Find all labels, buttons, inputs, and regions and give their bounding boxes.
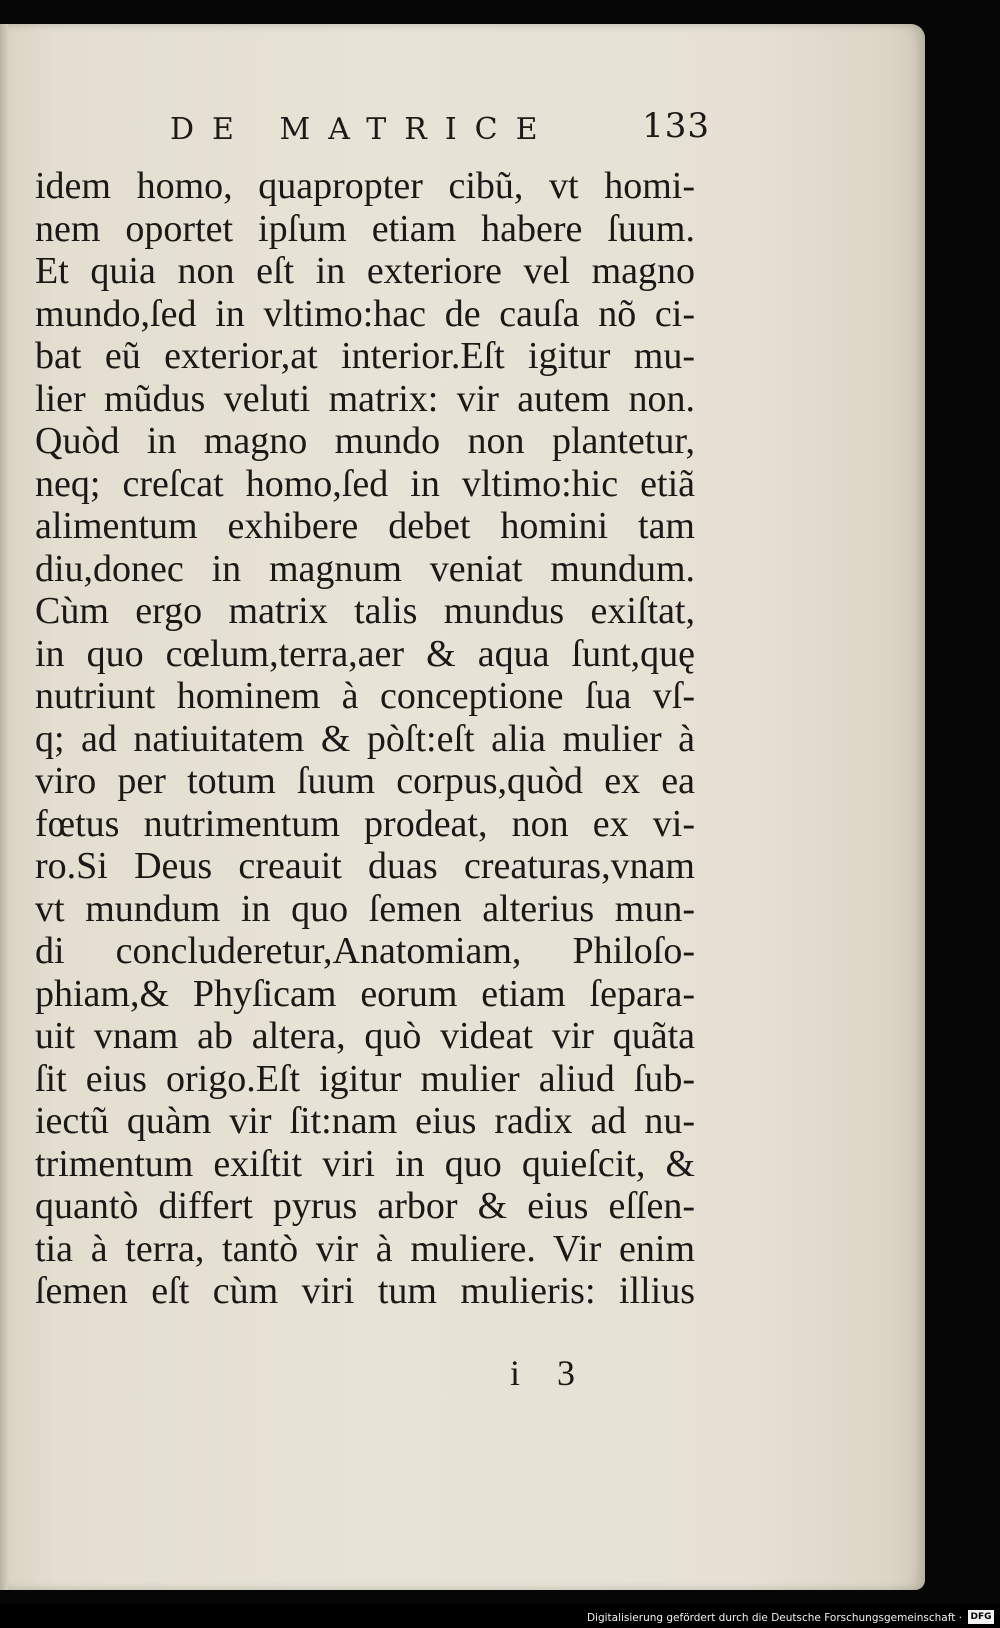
text-line: quantò differt pyrus arbor & eius eſſen- <box>35 1185 695 1227</box>
text-line: lier mũdus veluti matrix: vir autem non. <box>35 377 695 420</box>
body-text <box>35 165 695 1313</box>
folio-number: 133 <box>642 106 710 146</box>
text-line: tia à terra, tantò vir à muliere. Vir enim <box>35 1227 695 1270</box>
text-line: mundo,ſed in vltimo:hac de cauſa nõ ci- <box>35 292 695 335</box>
running-title: DE MATRICE <box>170 112 556 147</box>
text-line: ſemen eſt cùm viri tum mulieris: illius <box>35 1270 695 1312</box>
text-line: Cùm ergo matrix talis mundus exiſtat, <box>35 590 695 632</box>
text-line: ro.Si Deus creauit duas creaturas,vnam <box>35 845 695 887</box>
text-line: idem homo, quapropter cibũ, vt homi- <box>35 165 695 207</box>
text-line: trimentum exiſtit viri in quo quieſcit, & <box>35 1142 695 1185</box>
signature-mark: i 3 <box>510 1353 590 1393</box>
text-line: ſit eius origo.Eſt igitur mulier aliud ſub- <box>35 1057 695 1100</box>
text-line: neq; creſcat homo,ſed in vltimo:hic etiã <box>35 462 695 505</box>
text-line: in quo cœlum,terra,aer & aqua ſunt,quę <box>35 632 695 675</box>
text-line: bat eũ exterior,at interior.Eſt igitur mu- <box>35 335 695 377</box>
page-header <box>170 106 710 156</box>
text-line: phiam,& Phyſicam eorum etiam ſepara- <box>35 972 695 1015</box>
text-line: diu,donec in magnum veniat mundum. <box>35 547 695 590</box>
text-line: fœtus nutrimentum prodeat, non ex vi- <box>35 802 695 845</box>
dfg-logo: DFG <box>968 1610 994 1624</box>
text-line: viro per totum ſuum corpus,quòd ex ea <box>35 760 695 802</box>
digitization-footer <box>0 1604 1000 1628</box>
text-line: vt mundum in quo ſemen alterius mun- <box>35 887 695 930</box>
text-line: Quòd in magno mundo non plantetur, <box>35 420 695 462</box>
funding-credit: Digitalisierung gefördert durch die Deutsche Forschungsgemeinschaft · <box>586 1612 962 1624</box>
text-line: nem oportet ipſum etiam habere ſuum. <box>35 207 695 250</box>
text-line: uit vnam ab altera, quò videat vir quãta <box>35 1015 695 1057</box>
text-line: Et quia non eſt in exteriore vel magno <box>35 250 695 292</box>
text-line: alimentum exhibere debet homini tam <box>35 505 695 547</box>
text-line: q; ad natiuitatem & pòſt:eſt alia mulier à <box>35 717 695 760</box>
page-gutter-edge <box>0 24 8 1590</box>
text-line: nutriunt hominem à conceptione ſua vſ- <box>35 675 695 717</box>
text-line: iectũ quàm vir ſit:nam eius radix ad nu- <box>35 1100 695 1142</box>
text-line: di concluderetur,Anatomiam, Philoſo- <box>35 930 695 972</box>
